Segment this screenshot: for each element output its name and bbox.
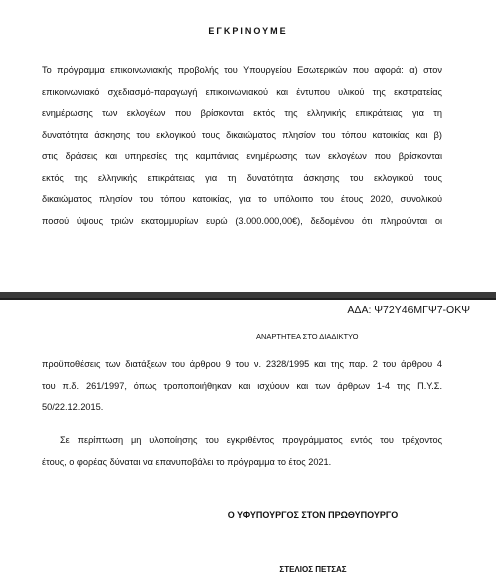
text-line: ενημέρωσης των εκλογέων που βρίσκονται εκτός της ελληνικής επικράτειας για τη [42, 108, 442, 118]
text-line: δυνατότητα άσκησης του εκλογικού τους δικαιώματος πλησίον του τόπου κατοικίας και β) [42, 129, 442, 140]
page-separator [0, 292, 496, 300]
resubmission-paragraph [42, 430, 442, 473]
text-line: 50/22.12.2015. [42, 402, 104, 412]
signer-name: ΣΤΕΛΙΟΣ ΠΕΤΣΑΣ [279, 565, 347, 574]
signer-title: Ο ΥΦΥΠΟΥΡΓΟΣ ΣΤΟΝ ΠΡΩΘΥΠΟΥΡΓΟ [227, 510, 399, 520]
approval-paragraph [42, 60, 442, 232]
text-line: εκτός της ελληνικής επικράτειας για τη δυνατότητα άσκησης του εκλογικού τους [42, 172, 442, 183]
approval-heading: ΕΓΚΡΙΝΟΥΜΕ [208, 26, 288, 36]
text-line: έτους, ο φορέας δύναται να επανυποβάλει το πρόγραμμα το έτος 2021. [42, 456, 332, 467]
text-line: ποσού ύψους τριών εκατομμυρίων ευρώ (3.000.000,00€), δεδομένου ότι πληρούνται οι [42, 215, 442, 226]
text-line: του π.δ. 261/1997, όπως τροποποιήθηκαν και ισχύουν και των άρθρων 1-4 της Π.Υ.Σ. [42, 380, 442, 391]
text-line: προϋποθέσεις των διατάξεων του άρθρου 9 του ν. 2328/1995 και της παρ. 2 του άρθρου 4 [42, 359, 442, 369]
publication-notice: ΑΝΑΡΤΗΤΕΑ ΣΤΟ ΔΙΑΔΙΚΤΥΟ [256, 332, 359, 341]
text-line: Σε περίπτωση μη υλοποίησης του εγκριθέντος προγράμματος εντός του τρέχοντος [60, 435, 442, 445]
text-line: δικαιώματος πλησίον του τόπου κατοικίας, για το υπόλοιπο του έτους 2020, συνολικού [42, 194, 442, 204]
conditions-paragraph [42, 354, 442, 419]
text-line: Το πρόγραμμα επικοινωνιακής προβολής του Υπουργείου Εσωτερικών που αφορά: α) στον [42, 65, 442, 75]
text-line: στις δράσεις και υπηρεσίες της καμπάνιας ενημέρωσης των εκλογέων που βρίσκονται [42, 151, 442, 161]
text-line: επικοινωνιακό σχεδιασμό-παραγωγή επικοινωνιακού και έντυπου υλικού της εκστρατείας [42, 86, 442, 97]
ada-identifier: ΑΔΑ: Ψ72Υ46ΜΓΨ7-ΟΚΨ [347, 304, 470, 316]
